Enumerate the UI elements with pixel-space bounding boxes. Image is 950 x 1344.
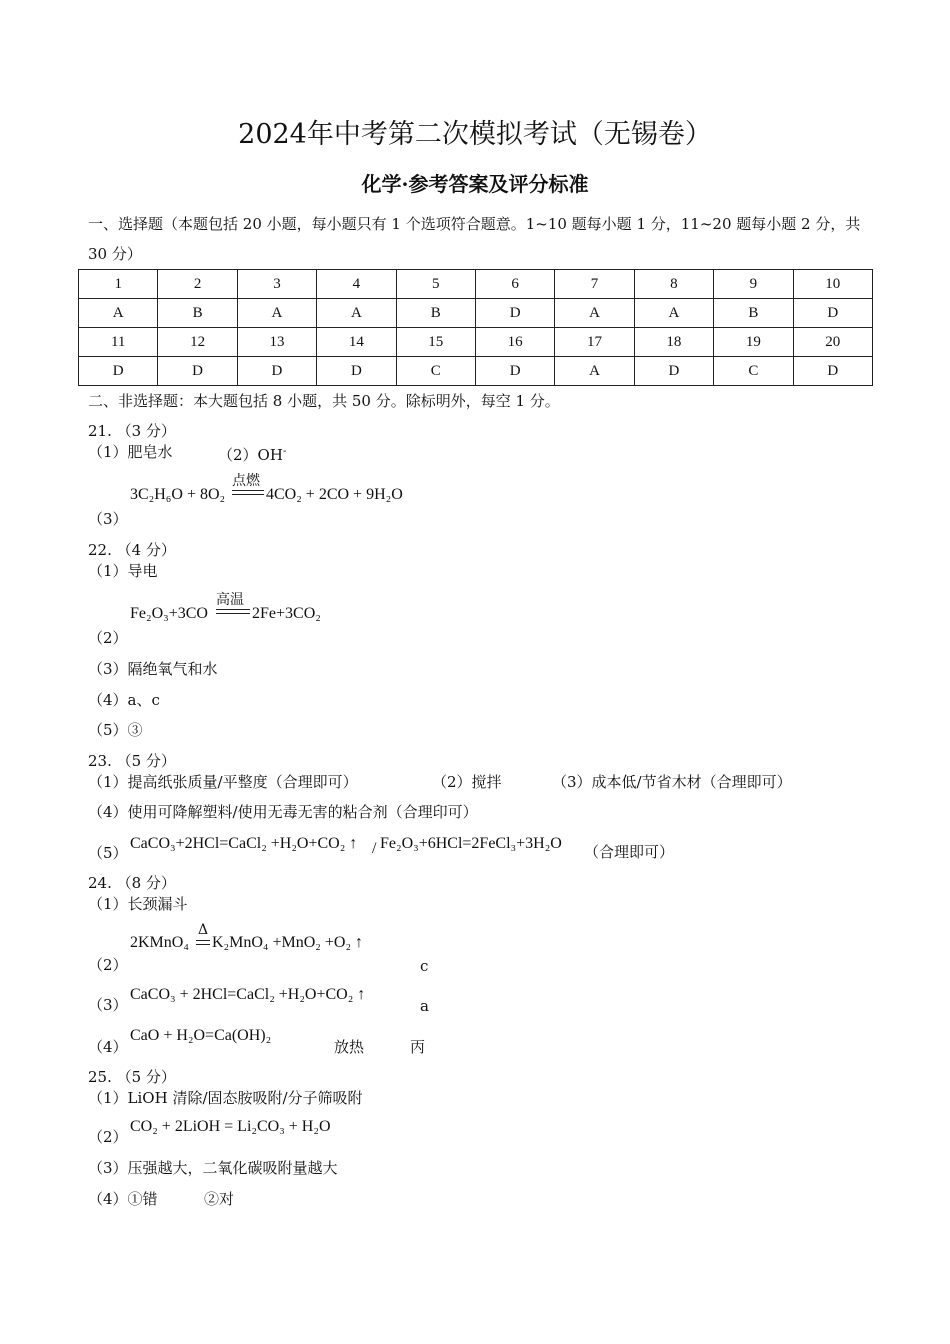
q21-equation-right: 4CO₂ + 2CO + 9H₂O <box>266 486 403 503</box>
answer-table-cell: D <box>317 357 396 386</box>
answer-table-row <box>79 270 873 299</box>
q21-heading: 21. （3 分） <box>88 422 176 440</box>
answer-table-cell: A <box>317 299 396 328</box>
answer-table-cell: 18 <box>634 328 713 357</box>
answer-table-cell: 4 <box>317 270 396 299</box>
answer-table-cell: D <box>475 357 554 386</box>
answer-table-cell: C <box>714 357 793 386</box>
answer-table-cell: 19 <box>714 328 793 357</box>
answer-table-cell: 15 <box>396 328 475 357</box>
answer-table-cell: 5 <box>396 270 475 299</box>
q25-answer-4: （4）①错 <box>88 1190 158 1208</box>
answer-table-cell: 20 <box>793 328 872 357</box>
q25-answer-1: （1）LiOH 清除/固态胺吸附/分子筛吸附 <box>88 1089 363 1107</box>
q25-equation-2: CO₂ + 2LiOH = Li₂CO₃ + H₂O <box>130 1118 331 1135</box>
q23-note: （合理即可） <box>584 843 675 861</box>
answer-table-cell: 17 <box>555 328 634 357</box>
q21-equation-condition: 点燃 <box>232 473 260 489</box>
answer-table-cell: A <box>555 299 634 328</box>
q24-answer-3-extra: a <box>420 997 429 1015</box>
answer-table-cell: C <box>396 357 475 386</box>
answer-table-cell: D <box>79 357 158 386</box>
q22-equation-equals <box>216 609 250 614</box>
q23-heading: 23. （5 分） <box>88 752 176 770</box>
answer-table-cell: 1 <box>79 270 158 299</box>
q21-equation-equals <box>232 490 264 495</box>
answer-table-cell: D <box>158 357 237 386</box>
answer-table-cell: 7 <box>555 270 634 299</box>
q22-answer-1: （1）导电 <box>88 562 158 580</box>
answer-table-row <box>79 328 873 357</box>
answer-table-cell: A <box>634 299 713 328</box>
q24-answer-4: （4） <box>88 1038 128 1056</box>
answer-table-cell: 12 <box>158 328 237 357</box>
q22-equation-right: 2Fe+3CO₂ <box>252 605 321 622</box>
q21-equation-left: 3C₂H₆O + 8O₂ <box>130 486 226 503</box>
q22-equation-left: Fe₂O₃+3CO <box>130 605 208 622</box>
q23-answer-1: （1）提高纸张质量/平整度（合理即可） <box>88 773 358 791</box>
q22-answer-3: （3）隔绝氧气和水 <box>88 660 218 678</box>
page-subtitle: 化学·参考答案及评分标准 <box>361 172 589 196</box>
q22-answer-5: （5）③ <box>88 721 143 739</box>
q23-answer-5: （5） <box>88 844 128 862</box>
q25-answer-3: （3）压强越大，二氧化碳吸附量越大 <box>88 1159 338 1177</box>
answer-table-cell: A <box>237 299 316 328</box>
q24-answer-4-extra-2: 丙 <box>410 1038 426 1056</box>
q24-equation-2-right: K₂MnO₄ +MnO₂ +O₂ ↑ <box>212 934 364 951</box>
answer-table-cell: 6 <box>475 270 554 299</box>
answer-table-cell: 8 <box>634 270 713 299</box>
answer-table-cell: B <box>714 299 793 328</box>
answer-table-cell: D <box>793 299 872 328</box>
answer-table-cell: 13 <box>237 328 316 357</box>
q22-answer-2: （2） <box>88 629 128 647</box>
q24-equation-2-condition: Δ <box>198 922 209 938</box>
q21-answer-3: （3） <box>88 510 128 528</box>
section1-heading: 一、选择题（本题包括 20 小题，每小题只有 1 个选项符合题意。1~10 题每小题 1 分，11~20 题每小题 2 分，共 30 分） <box>88 215 861 263</box>
q21-answer-2: （2）OH- <box>218 446 287 464</box>
answer-table-cell: 2 <box>158 270 237 299</box>
q24-equation-4: CaO + H₂O=Ca(OH)₂ <box>130 1027 272 1044</box>
q24-answer-2: （2） <box>88 956 128 974</box>
q24-equation-2-equals <box>196 940 210 945</box>
q23-answer-3: （3）成本低/节省木材（合理即可） <box>552 773 792 791</box>
answer-table <box>78 269 873 386</box>
answer-table-cell: D <box>634 357 713 386</box>
q22-answer-4: （4）a、c <box>88 691 160 709</box>
q21-answer-1: （1）肥皂水 <box>88 443 173 461</box>
answer-table-cell: A <box>555 357 634 386</box>
answer-table-cell: D <box>475 299 554 328</box>
q24-equation-3: CaCO₃ + 2HCl=CaCl₂ +H₂O+CO₂ ↑ <box>130 986 366 1003</box>
q24-answer-2-extra: c <box>420 957 429 975</box>
q23-answer-2: （2）搅拌 <box>432 773 502 791</box>
answer-table-row <box>79 357 873 386</box>
answer-table-cell: A <box>79 299 158 328</box>
answer-table-cell: B <box>396 299 475 328</box>
q23-equation-1: CaCO₃+2HCl=CaCl₂ +H₂O+CO₂ ↑ <box>130 835 358 852</box>
q24-answer-1: （1）长颈漏斗 <box>88 895 188 913</box>
answer-table-row <box>79 299 873 328</box>
answer-table-cell: 10 <box>793 270 872 299</box>
q24-answer-3: （3） <box>88 996 128 1014</box>
section2-heading: 二、非选择题：本大题包括 8 小题，共 50 分。除标明外，每空 1 分。 <box>88 392 560 410</box>
answer-table-cell: 11 <box>79 328 158 357</box>
answer-table-cell: B <box>158 299 237 328</box>
q24-equation-2-left: 2KMnO₄ <box>130 934 189 951</box>
q25-answer-2: （2） <box>88 1128 128 1146</box>
q22-heading: 22. （4 分） <box>88 541 176 559</box>
q23-answer-4: （4）使用可降解塑料/使用无毒无害的粘合剂（合理印可） <box>88 803 478 821</box>
page-title: 2024年中考第二次模拟考试（无锡卷） <box>238 119 712 150</box>
answer-table-cell: 14 <box>317 328 396 357</box>
q23-equation-2: Fe₂O₃+6HCl=2FeCl₃+3H₂O <box>380 835 562 852</box>
q25-answer-4b: ②对 <box>204 1190 235 1208</box>
q24-answer-4-extra-1: 放热 <box>334 1038 365 1056</box>
q25-heading: 25. （5 分） <box>88 1068 176 1086</box>
answer-table-cell: 9 <box>714 270 793 299</box>
q23-equation-separator: / <box>372 840 377 857</box>
answer-table-cell: D <box>793 357 872 386</box>
answer-table-cell: 16 <box>475 328 554 357</box>
q22-equation-condition: 高温 <box>216 592 244 608</box>
answer-table-cell: D <box>237 357 316 386</box>
answer-table-cell: 3 <box>237 270 316 299</box>
q24-heading: 24. （8 分） <box>88 874 176 892</box>
